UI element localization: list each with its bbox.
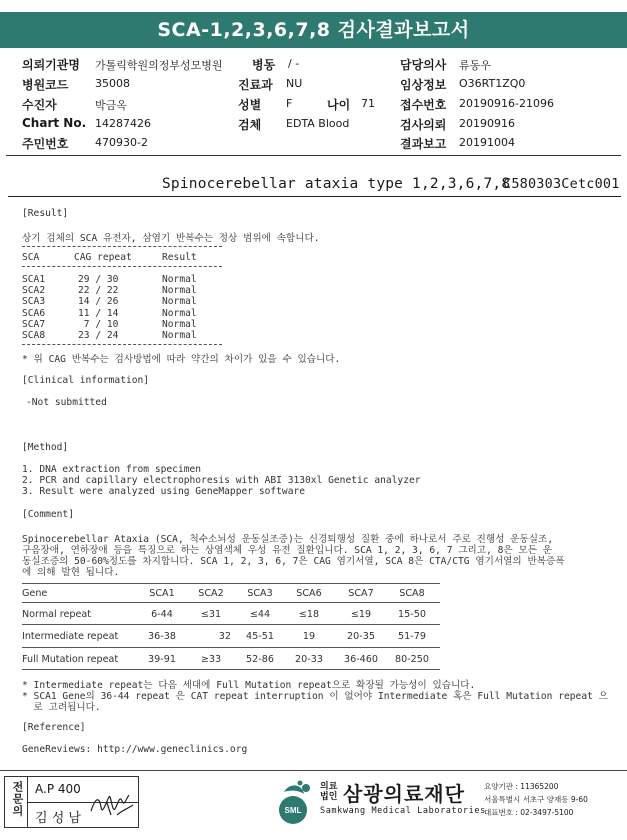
header-value-age: 71 xyxy=(361,97,375,110)
repeat-table-cell: 52-86 xyxy=(246,654,274,665)
contact-line: 서울특별시 서초구 양재동 9-60 xyxy=(484,795,588,804)
comment-line: Spinocerebellar Ataxia (SCA, 척수소뇌성 운동실조증)는 신경퇴행성 질환 중에 하나로서 주로 진행성 운동실조, xyxy=(22,534,554,545)
stamp-label: 전문의 xyxy=(11,781,24,817)
repeat-table-header-gene: Gene xyxy=(22,588,48,599)
comment-note: * Intermediate repeat는 다음 세대에 Full Mutation repeat으로 확장될 가능성이 있습니다. xyxy=(22,680,476,691)
repeat-table-rule xyxy=(22,624,440,625)
header-value-doctor: 류동우 xyxy=(459,59,491,72)
header-divider xyxy=(6,155,621,156)
org-contact xyxy=(484,780,588,819)
test-code: C580303Cetc001 xyxy=(503,176,620,192)
repeat-table-cell: 20-35 xyxy=(347,631,375,642)
repeat-table-cell: 36-38 xyxy=(148,631,176,642)
repeat-table-header: SCA8 xyxy=(399,588,425,599)
header-label-patient: 수진자 xyxy=(22,98,57,112)
report-title: SCA-1,2,3,6,7,8 검사결과보고서 xyxy=(157,19,470,41)
header-value-hospital-code: 35008 xyxy=(95,77,130,90)
result-table-rule-bottom xyxy=(22,344,222,345)
result-row-sca: SCA3 xyxy=(22,296,46,307)
header-label-doctor: 담당의사 xyxy=(400,58,447,72)
header-label-report-date: 결과보고 xyxy=(400,137,447,151)
result-row-repeat: 14 / 26 xyxy=(78,296,119,307)
repeat-table-cell: 20-33 xyxy=(295,654,323,665)
repeat-table-row-label: Normal repeat xyxy=(22,609,92,620)
repeat-table-cell: 36-460 xyxy=(344,654,378,665)
result-row-repeat: 11 / 14 xyxy=(78,308,119,319)
header-value-hospital: 가톨릭학원의정부성모병원 xyxy=(95,59,223,72)
org-prefix-line: 법인 xyxy=(320,792,338,802)
method-line: 1. DNA extraction from specimen xyxy=(22,464,202,475)
header-label-resident-no: 주민번호 xyxy=(22,137,69,151)
repeat-table-header: SCA1 xyxy=(149,588,175,599)
repeat-table-header: SCA3 xyxy=(247,588,273,599)
method-line: 2. PCR and capillary electrophoresis with ABI 3130xl Genetic analyzer xyxy=(22,475,421,486)
header-value-chart-no: 14287426 xyxy=(95,117,151,130)
title-bar xyxy=(0,12,627,48)
repeat-table-header: SCA7 xyxy=(348,588,374,599)
header-value-ward: / - xyxy=(288,57,300,70)
repeat-table-cell: 32 xyxy=(218,631,231,642)
header-value-patient: 박금옥 xyxy=(95,99,127,112)
result-row-result: Normal xyxy=(162,319,197,330)
header-value-specimen: EDTA Blood xyxy=(286,117,350,130)
repeat-table-rule xyxy=(22,602,440,603)
sml-logo-text: SML xyxy=(284,806,302,815)
comment-note: 로 고려됩니다. xyxy=(22,702,101,713)
result-note: * 위 CAG 반복수는 검사방법에 따라 약간의 차이가 있을 수 있습니다. xyxy=(22,354,341,365)
comment-line: 에 의해 발현 됩니다. xyxy=(22,567,120,578)
header-value-report-date: 20191004 xyxy=(459,136,515,149)
sml-logo-icon xyxy=(270,780,316,826)
result-row-sca: SCA7 xyxy=(22,319,46,330)
result-row-sca: SCA1 xyxy=(22,274,46,285)
repeat-table-cell: 19 xyxy=(302,631,316,642)
header-value-request-date: 20190916 xyxy=(459,117,515,130)
header-value-dept: NU xyxy=(286,77,303,90)
header-value-clinical-info: O36RT1ZQ0 xyxy=(459,77,526,90)
repeat-table-cell: 80-250 xyxy=(395,654,429,665)
header-label-dept: 진료과 xyxy=(238,78,273,92)
repeat-table-cell: ≤19 xyxy=(350,609,372,620)
result-row-result: Normal xyxy=(162,296,197,307)
result-summary: 상기 검체의 SCA 유전자, 삼염기 반복수는 정상 범위에 속합니다. xyxy=(22,233,320,244)
repeat-table-row-label: Intermediate repeat xyxy=(22,631,119,642)
result-col-result: Result xyxy=(162,252,197,263)
stamp-name: 김 성 남 xyxy=(35,811,81,826)
repeat-table-cell: 6-44 xyxy=(151,609,173,620)
result-row-sca: SCA6 xyxy=(22,308,46,319)
repeat-table-cell: ≤31 xyxy=(200,609,222,620)
repeat-table-rule-bottom xyxy=(22,669,440,670)
comment-note: * SCA1 Gene의 36-44 repeat 은 CAT repeat interruption 이 없어야 Intermediate 혹은 Full Mutation repeat 으 xyxy=(22,691,608,702)
result-col-sca: SCA xyxy=(22,252,40,263)
contact-line: 대표번호 : 02-3497-5100 xyxy=(484,808,574,817)
comment-line: 구음장애, 연하장애 등을 특징으로 하는 상염색체 우성 유전 질환입니다. SCA 1, 2, 3, 6, 7 그리고, 8은 모든 운 xyxy=(22,545,553,556)
header-label-sex: 성별 xyxy=(238,98,262,112)
repeat-table-rule xyxy=(22,647,440,648)
clinical-heading: [Clinical information] xyxy=(22,375,150,386)
header-label-age: 나이 xyxy=(327,98,351,112)
repeat-table-cell: 15-50 xyxy=(398,609,426,620)
contact-line: 요양기관 : 11365200 xyxy=(484,782,559,791)
result-table-rule-mid xyxy=(22,266,222,267)
header-label-hospital: 의뢰기관명 xyxy=(22,58,80,72)
header-label-clinical-info: 임상정보 xyxy=(400,78,447,92)
header-label-hospital-code: 병원코드 xyxy=(22,78,69,92)
org-english: Samkwang Medical Laboratories xyxy=(320,806,486,816)
result-table-rule-top xyxy=(22,246,222,247)
org-name: 삼광의료재단 xyxy=(343,782,465,806)
repeat-table-cell: 51-79 xyxy=(398,631,426,642)
test-title: Spinocerebellar ataxia type 1,2,3,6,7,8 xyxy=(162,176,511,192)
result-row-result: Normal xyxy=(162,330,197,341)
comment-line: 동실조증의 50-60%정도를 차지합니다. SCA 1, 2, 3, 6, 7은 CAG 염기서열, SCA 8은 CTA/CTG 염기서열의 반복증폭 xyxy=(22,556,565,567)
result-row-result: Normal xyxy=(162,274,197,285)
org-prefix-line: 의료 xyxy=(320,782,338,792)
header-value-resident-no: 470930-2 xyxy=(95,136,148,149)
method-heading: [Method] xyxy=(22,442,69,453)
header-label-specimen: 검체 xyxy=(238,118,262,132)
repeat-table-cell: ≤18 xyxy=(298,609,320,620)
header-value-sex: F xyxy=(286,97,293,110)
header-label-chart-no: Chart No. xyxy=(22,116,87,130)
header-value-accession: 20190916-21096 xyxy=(459,97,554,110)
repeat-table-cell: ≤44 xyxy=(249,609,271,620)
result-row-result: Normal xyxy=(162,308,197,319)
footer-divider xyxy=(0,770,627,771)
result-row-repeat: 29 / 30 xyxy=(78,274,119,285)
result-row-sca: SCA2 xyxy=(22,285,46,296)
result-row-sca: SCA8 xyxy=(22,330,46,341)
method-line: 3. Result were analyzed using GeneMapper software xyxy=(22,486,306,497)
reference-heading: [Reference] xyxy=(22,722,86,733)
pathologist-stamp xyxy=(4,776,139,828)
header-label-request-date: 검사의뢰 xyxy=(400,118,447,132)
repeat-table-row-label: Full Mutation repeat xyxy=(22,654,119,665)
result-heading: [Result] xyxy=(22,208,69,219)
repeat-table-cell: 45-51 xyxy=(246,631,274,642)
reference-text: GeneReviews: http://www.geneclinics.org xyxy=(22,744,248,755)
test-title-underline xyxy=(8,196,621,197)
result-row-repeat: 22 / 22 xyxy=(78,285,119,296)
result-col-repeat: CAG repeat xyxy=(74,252,132,263)
header-label-accession: 접수번호 xyxy=(400,98,447,112)
stamp-code: A.P 400 xyxy=(35,782,81,796)
repeat-table-cell: ≥33 xyxy=(200,654,222,665)
repeat-table-cell: 39-91 xyxy=(148,654,176,665)
header-label-ward: 병동 xyxy=(252,58,276,72)
stamp-label-cell xyxy=(5,777,28,827)
comment-heading: [Comment] xyxy=(22,509,74,520)
signature-icon xyxy=(87,785,137,825)
repeat-table-header: SCA2 xyxy=(198,588,224,599)
repeat-table-rule-top xyxy=(22,583,440,584)
org-prefix xyxy=(320,782,337,802)
result-row-repeat: 23 / 24 xyxy=(78,330,119,341)
clinical-text: -Not submitted xyxy=(26,397,107,408)
result-row-result: Normal xyxy=(162,285,197,296)
repeat-table-header: SCA6 xyxy=(296,588,322,599)
result-row-repeat: 7 / 10 xyxy=(78,319,119,330)
